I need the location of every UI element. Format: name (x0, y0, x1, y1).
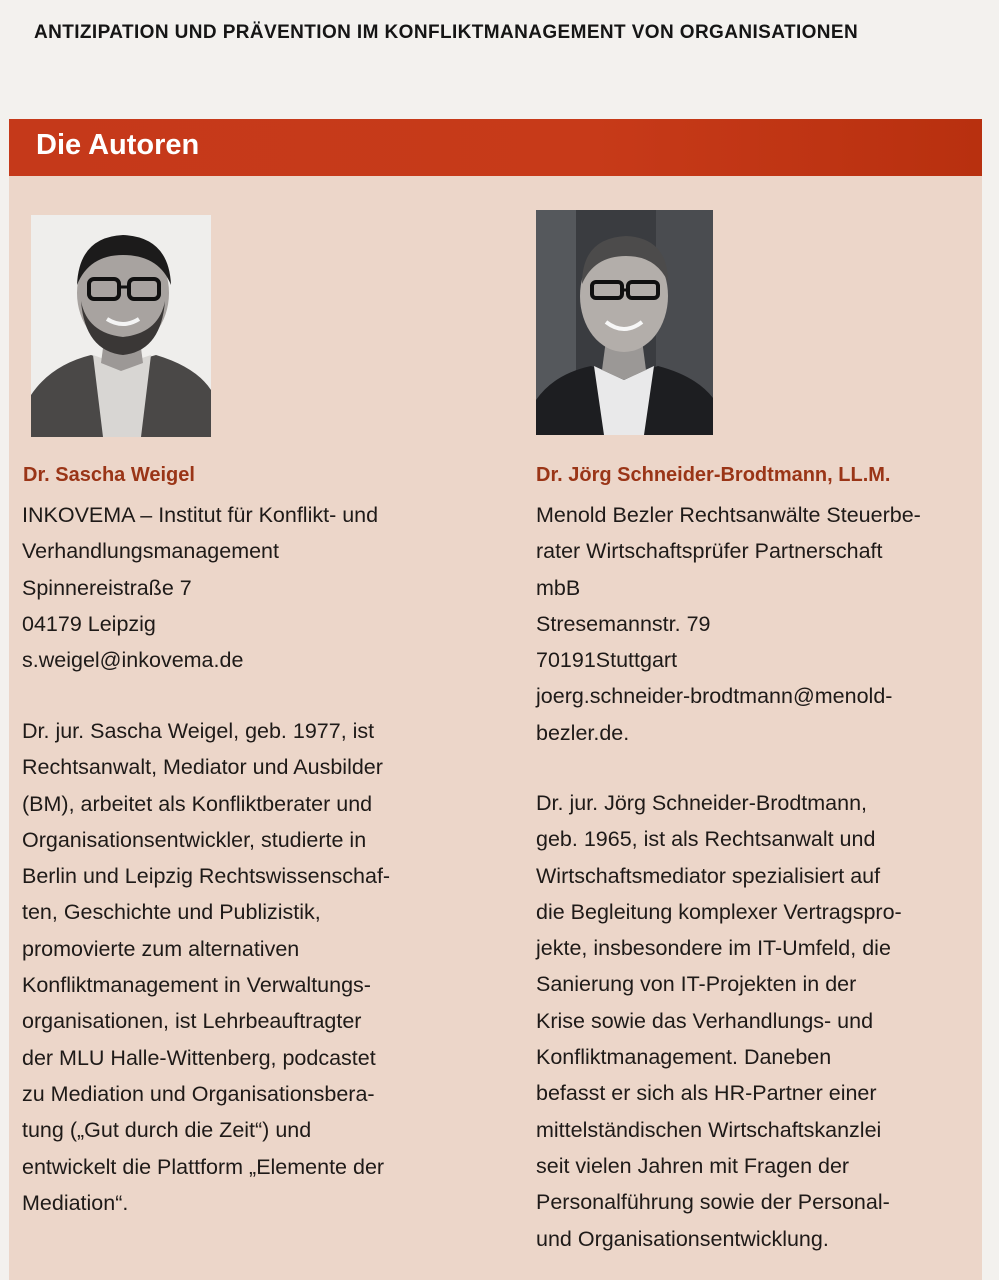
bio-line: Konfliktmanagement in Verwaltungs- (22, 973, 371, 998)
bio-line: und Organisationsentwicklung. (536, 1226, 829, 1251)
contact-line: 04179 Leipzig (22, 611, 156, 636)
contact-line: INKOVEMA – Institut für Konflikt- und (22, 503, 379, 527)
author-name-weigel: Dr. Sascha Weigel (23, 464, 195, 486)
bio-line: Dr. jur. Jörg Schneider-Brodtmann, (536, 791, 868, 815)
contact-email: s.weigel@inkovema.de (22, 648, 244, 673)
author-contact-schneider-brodtmann (536, 497, 921, 751)
box-title-bar (9, 119, 982, 176)
contact-line: 70191Stuttgart (536, 648, 678, 673)
bio-line: Sanierung von IT-Projekten in der (536, 972, 857, 997)
bio-line: Konfliktmanagement. Daneben (536, 1045, 832, 1070)
author-photo-schneider-brodtmann (536, 210, 713, 435)
contact-line: Stresemannstr. 79 (536, 611, 711, 636)
box-title: Die Autoren (36, 129, 200, 161)
bio-line: (BM), arbeitet als Konfliktberater und (22, 791, 373, 816)
bio-line: geb. 1965, ist als Rechtsanwalt und (536, 827, 876, 852)
bio-line: Wirtschaftsmediator spezialisiert auf (536, 863, 881, 888)
bio-line: Berlin und Leipzig Rechtswissenschaf- (22, 864, 391, 889)
bio-line: entwickelt die Plattform „Elemente der (22, 1154, 385, 1179)
contact-line: rater Wirtschaftsprüfer Partnerschaft (536, 539, 883, 564)
bio-line: seit vielen Jahren mit Fragen der (536, 1153, 850, 1178)
bio-line: Organisationsentwickler, studierte in (22, 827, 367, 852)
bio-line: die Begleitung komplexer Vertragspro- (536, 899, 902, 924)
bio-line: zu Mediation und Organisationsbera- (22, 1081, 375, 1106)
contact-email: joerg.schneider-brodtmann@menold- (536, 684, 893, 709)
bio-line: tung („Gut durch die Zeit“) und (22, 1118, 312, 1143)
bio-line: ten, Geschichte und Publizistik, (22, 900, 321, 925)
contact-line: Verhandlungsmanagement (22, 539, 279, 564)
bio-line: jekte, insbesondere im IT-Umfeld, die (536, 936, 891, 961)
author-bio-weigel (22, 713, 390, 1221)
bio-line: mittelständischen Wirtschaftskanzlei (536, 1117, 882, 1142)
contact-email: bezler.de. (536, 720, 630, 745)
contact-line: Spinnereistraße 7 (22, 575, 192, 600)
page-header: ANTIZIPATION UND PRÄVENTION IM KONFLIKTMANAGEMENT VON ORGANISATIONEN (34, 22, 859, 43)
bio-line: Krise sowie das Verhandlungs- und (536, 1008, 874, 1033)
bio-line: Dr. jur. Sascha Weigel, geb. 1977, ist (22, 719, 375, 743)
contact-line: Menold Bezler Rechtsanwälte Steuerbe- (536, 503, 921, 527)
author-bio-schneider-brodtmann (536, 785, 902, 1257)
bio-line: organisationen, ist Lehrbeauftragter (22, 1009, 362, 1034)
bio-line: Rechtsanwalt, Mediator und Ausbilder (22, 755, 383, 780)
bio-line: Mediation“. (22, 1190, 129, 1215)
bio-line: Personalführung sowie der Personal- (536, 1190, 890, 1215)
author-contact-weigel (22, 497, 378, 678)
author-name-schneider-brodtmann: Dr. Jörg Schneider-Brodtmann, LL.M. (536, 464, 891, 486)
author-photo-weigel (31, 215, 211, 437)
bio-line: promovierte zum alternativen (22, 936, 300, 961)
bio-line: befasst er sich als HR-Partner einer (536, 1081, 877, 1106)
bio-line: der MLU Halle-Wittenberg, podcastet (22, 1045, 376, 1070)
contact-line: mbB (536, 575, 581, 600)
authors-box (9, 119, 982, 1280)
